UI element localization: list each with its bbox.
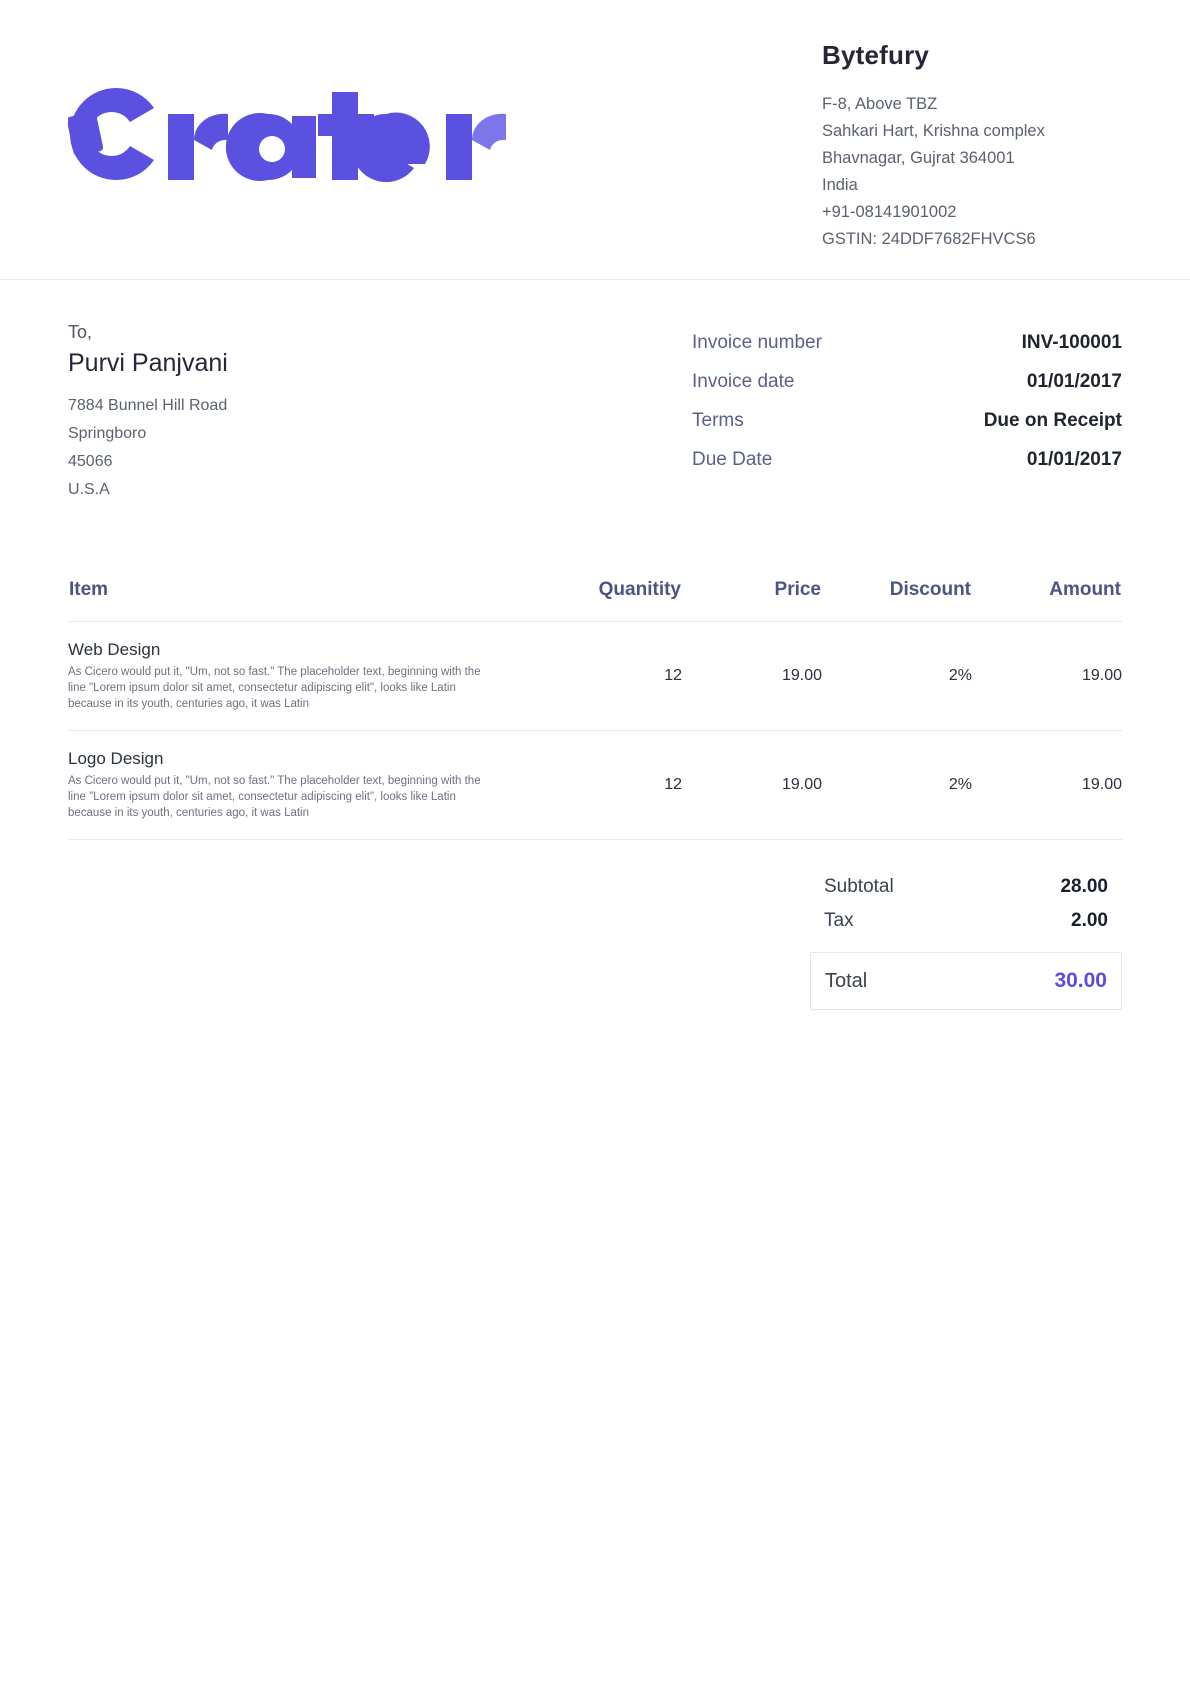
table-header-row (68, 578, 1122, 622)
meta-value: 01/01/2017 (1026, 449, 1122, 470)
company-address-line: Sahkari Hart, Krishna complex (822, 122, 1045, 140)
column-header-quantity: Quanitity (598, 579, 681, 600)
company-address-line: Bhavnagar, Gujrat 364001 (822, 149, 1015, 167)
column-header-discount: Discount (889, 579, 971, 600)
tax-value: 2.00 (1071, 910, 1108, 931)
line-item-quantity: 12 (532, 622, 682, 731)
line-item-amount: 19.00 (972, 731, 1122, 840)
meta-label: Due Date (692, 449, 773, 470)
crater-logo (68, 84, 538, 184)
invoice-meta (692, 322, 1122, 504)
line-item-price: 19.00 (682, 622, 822, 731)
total-row (810, 952, 1122, 1010)
totals-block (810, 870, 1122, 1010)
tax-label: Tax (824, 910, 854, 931)
meta-row-invoice-date (692, 371, 1122, 393)
meta-row-due-date (692, 449, 1122, 471)
line-item-title: Web Design (68, 640, 161, 659)
bill-to-label: To, (68, 322, 93, 342)
company-name: Bytefury (822, 40, 930, 70)
company-address-line: India (822, 176, 858, 194)
company-phone: +91-08141901002 (822, 203, 957, 221)
line-item-description: As Cicero would put it, "Um, not so fast." The placeholder text, beginning with the line "Lorem ipsum dolor sit amet, consectetur adipiscing elit", looks like Latin because in its youth, centuries ago, it was Latin (68, 775, 481, 819)
table-row (68, 622, 1122, 731)
line-item-description: As Cicero would put it, "Um, not so fast." The placeholder text, beginning with the line "Lorem ipsum dolor sit amet, consectetur adipiscing elit", looks like Latin because in its youth, centuries ago, it was Latin (68, 666, 481, 710)
meta-value: Due on Receipt (983, 410, 1122, 431)
line-item-discount: 2% (822, 731, 972, 840)
line-item-amount: 19.00 (972, 622, 1122, 731)
column-header-item: Item (69, 579, 109, 600)
line-item-discount: 2% (822, 622, 972, 731)
bill-to-address-line: 7884 Bunnel Hill Road (68, 397, 228, 414)
subtotal-label: Subtotal (824, 876, 894, 897)
bill-to-block (68, 322, 568, 504)
total-value: 30.00 (1054, 969, 1107, 992)
meta-row-invoice-number (692, 332, 1122, 354)
invoice-header (0, 0, 1190, 280)
subtotal-row (810, 870, 1122, 904)
line-item-cell (68, 731, 532, 840)
line-item-cell (68, 622, 532, 731)
tax-row (810, 904, 1122, 938)
bill-to-address-line: Springboro (68, 425, 147, 442)
table-row (68, 731, 1122, 840)
company-gstin: GSTIN: 24DDF7682FHVCS6 (822, 230, 1036, 248)
line-item-price: 19.00 (682, 731, 822, 840)
meta-row-terms (692, 410, 1122, 432)
meta-label: Invoice number (692, 332, 822, 353)
company-block (822, 34, 1122, 253)
meta-label: Invoice date (692, 371, 795, 392)
bill-to-address-line: U.S.A (68, 481, 110, 498)
total-label: Total (825, 969, 868, 992)
line-items-table (68, 578, 1122, 840)
column-header-price: Price (774, 579, 821, 600)
bill-to-address-line: 45066 (68, 453, 113, 470)
meta-label: Terms (692, 410, 744, 431)
bill-to-name: Purvi Panjvani (68, 349, 228, 377)
line-item-quantity: 12 (532, 731, 682, 840)
company-address-line: F-8, Above TBZ (822, 95, 938, 113)
line-item-title: Logo Design (68, 749, 164, 768)
meta-value: 01/01/2017 (1026, 371, 1122, 392)
column-header-amount: Amount (1049, 579, 1121, 600)
invoice-details (0, 280, 1190, 504)
subtotal-value: 28.00 (1060, 876, 1108, 897)
meta-value: INV-100001 (1021, 332, 1122, 353)
